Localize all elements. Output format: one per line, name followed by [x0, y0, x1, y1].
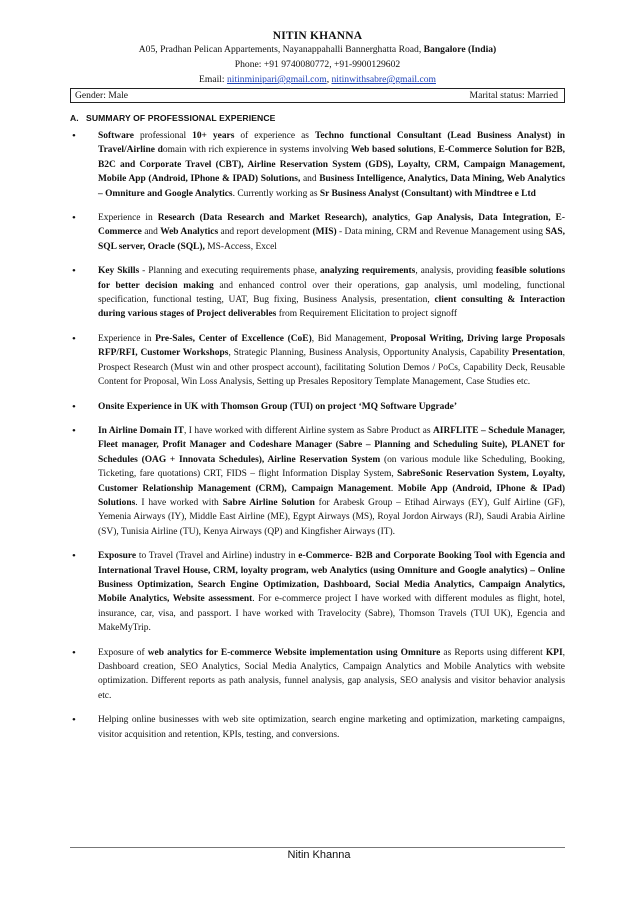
bullet-text-bold: Web based solutions — [351, 145, 434, 156]
bullet-text: and — [141, 227, 161, 238]
resume-page — [70, 0, 565, 752]
bullet-text-bold: e-Commerce- B2B and Corporate Booking Tool with Egencia and International Travel House, CRM, loyalty program, web Analytics (using Omniture and Google analytics) – Online Business Optimization, Search Engine Optimization, Dashboard, Social Media Analytics, Campaign Analytics, Mobile Analytics, Website assessment — [98, 551, 566, 605]
bullet-text-bold: analyzing requirements — [319, 266, 416, 277]
bullet-text: of experience as — [234, 131, 315, 141]
bullet-text-bold: Pre-Sales, Center of Excellence (CoE) — [155, 333, 312, 344]
bullet-text: Helping online businesses with web site optimization, search engine marketing and optimization, marketing campaigns, visitor acquisition and retention, KPIs, testing, and conversions. — [98, 715, 565, 740]
bullet-text: , I have worked with different Airline system as Sabre Product as — [183, 425, 433, 436]
experience-bullet — [70, 400, 565, 414]
bullet-text: . — [390, 483, 398, 494]
experience-bullet — [70, 264, 565, 322]
bullet-text: MS-Access, Excel — [204, 241, 277, 252]
bullet-text-bold: client consulting & Interaction during various stages of Project deliverables — [98, 295, 565, 320]
bullet-text-bold: Key Skills — [98, 266, 140, 277]
address-line — [70, 42, 565, 57]
bullet-text: Experience in — [98, 333, 156, 344]
bullet-text-bold: Web Analytics — [160, 227, 219, 238]
bullet-text: . I have worked with — [135, 497, 223, 508]
bullet-text: Experience in — [98, 213, 158, 224]
bullet-text: - Planning and executing requirements phase, — [139, 266, 320, 277]
bullet-text-bold: feasible solutions for better decision making — [98, 266, 566, 291]
email-link-2[interactable]: nitinwithsabre@gmail.com — [331, 74, 436, 85]
marital-status-field: Marital status: Married — [469, 90, 558, 101]
bullet-text: , Prospect Research (Must win and other prospect account), facilitating Solution Demos / PoCs, Capability Deck, Reusable Content for Proposal, Win Loss Analysis, Setting up Presales Repository Template Management, Case Studies etc. — [98, 348, 565, 388]
bullet-text: - Data mining, CRM and Revenue Management using — [336, 227, 546, 238]
personal-info-box — [70, 88, 565, 103]
bullet-text-bold: SAS, SQL server, Oracle (SQL), — [98, 227, 565, 252]
bullet-text-bold: Gap Analysis, Data Integration, E-Commerce — [98, 213, 565, 238]
experience-bullet — [70, 211, 565, 254]
bullet-text: , Bid Management, — [311, 333, 391, 344]
email-line — [70, 72, 565, 87]
bullet-text: omain with rich expierence in systems involving — [162, 145, 352, 156]
experience-bullet — [70, 713, 565, 742]
email-label: Email: — [199, 74, 227, 85]
bullet-text: and report development — [218, 227, 313, 238]
bullet-text: to Travel (Travel and Airline) industry in — [136, 551, 299, 562]
bullet-text-bold: SabreSonic Reservation System, Loyalty, Customer Relationship Management (CRM), Campaign Management — [98, 469, 565, 494]
section-number: A. — [70, 113, 79, 123]
bullet-text-bold: KPI — [545, 647, 563, 658]
bullet-text-bold: Sabre Airline Solution — [222, 497, 315, 508]
candidate-name: NITIN KHANNA — [272, 30, 363, 42]
email-separator: , — [326, 74, 332, 85]
bullet-text: as Reports using different — [440, 647, 546, 658]
bullet-text-bold: Techno functional Consultant (Lead Business Analyst) in Travel/Airline d — [98, 131, 565, 156]
bullet-text: from Requirement Elicitation to project signoff — [276, 309, 458, 320]
section-title: SUMMARY OF PROFESSIONAL EXPERIENCE — [86, 113, 276, 123]
bullet-text-bold: 10+ years — [192, 131, 235, 141]
bullet-text: , — [433, 145, 439, 156]
footer-name: Nitin Khanna — [287, 849, 351, 861]
experience-bullet-list — [70, 129, 565, 742]
footer-divider — [70, 847, 565, 848]
bullet-text: (on various module like Scheduling, Booking, Ticketing, fare quotations) CRT, FIDS – flight Information Display System, — [98, 454, 565, 480]
bullet-text-bold: web analytics for E-commerce Website implementation using Omniture — [147, 647, 441, 658]
bullet-text-bold: Business Intelligence, Analytics, Data Mining, Web Analytics – Omniture and Google Analytics — [98, 174, 565, 199]
bullet-text-bold: Presentation — [511, 348, 563, 359]
experience-bullet — [70, 332, 565, 390]
address-street: A05, Pradhan Pelican Appartements, Nayanappahalli Bannerghatta Road, — [138, 44, 424, 55]
bullet-text-bold: E-Commerce Solution for B2B, B2C and Corporate Travel (CBT), Airline Reservation System (GDS), Loyalty, CRM, Campaign Management, Mobile App (Android, IPhone & IPAD) Solutions, — [98, 145, 565, 185]
gender-field: Gender: Male — [75, 90, 129, 101]
bullet-text-bold: Onsite Experience in UK with Thomson Group (TUI) on project ‘MQ Software Upgrade’ — [98, 401, 457, 412]
bullet-text: , Dashboard creation, SEO Analytics, Social Media Analytics, Campaign Analytics and Mobile Analytics with website optimization. Different reports as path analysis, funnel analysis, gap analysis, SEO analysis and visitor behavior analysis etc. — [98, 647, 565, 701]
bullet-text: , analysis, providing — [415, 266, 497, 277]
experience-bullet — [70, 424, 565, 539]
experience-bullet — [70, 646, 565, 704]
bullet-text-bold: AIRFLITE – Schedule Manager, Fleet manager, Profit Manager and Codeshare Manager (Sabre – Planning and Scheduling Suite), PLANET for Schedules (OAG + Innovata Schedules), Airline Reservation System — [98, 425, 565, 465]
bullet-text-bold: Exposure — [98, 551, 137, 562]
section-heading — [70, 113, 565, 123]
bullet-text: for Arabesk Group – Etihad Airways (EY), Gulf Airline (GF), Yemenia Airways (IY), Middle East Airline (ME), Egypt Airways (MS), Royal Jordon Airways (RJ), Saudi Arabia Airline (SV), Tunisia Airline (TU), Kenya Airways (QP) and Kingfisher Airways (IT). — [98, 497, 566, 537]
bullet-text-bold: Software — [98, 131, 134, 141]
experience-bullet — [70, 129, 565, 201]
bullet-text: . For e-commerce project I have worked with different modules as flight, hotel, insurance, car, visa, and passport. I have worked with Travelocity (Sabre), Thomson Travels (TUI UK), Egencia and MakeMyTrip. — [98, 594, 565, 634]
bullet-text: , Strategic Planning, Business Analysis, Opportunity Analysis, Capability — [228, 348, 512, 359]
bullet-text: and — [300, 174, 320, 185]
phone-line: Phone: +91 9740080772, +91-9900129602 — [234, 59, 401, 70]
bullet-text-bold: (MIS) — [312, 227, 337, 238]
address-city: Bangalore (India) — [423, 44, 497, 55]
bullet-text: and enhanced control over their operations, gap analysis, uml modeling, functional specification, functional testing, UAT, Bug fixing, Business Analysis, presentation, — [98, 280, 565, 306]
bullet-text-bold: Proposal Writing, Driving large Proposals RFP/RFI, Customer Workshops — [98, 333, 565, 359]
bullet-text-bold: Sr Business Analyst (Consultant) with Mindtree e Ltd — [319, 188, 536, 199]
experience-bullet — [70, 549, 565, 635]
bullet-text: professional — [134, 131, 193, 141]
bullet-text: . Currently working as — [232, 188, 320, 199]
bullet-text-bold: Mobile App (Android, IPhone & IPad) Solutions — [98, 483, 566, 508]
bullet-text: , — [407, 213, 416, 224]
bullet-text: Exposure of — [98, 647, 148, 658]
bullet-text-bold: Research (Data Research and Market Research), analytics — [157, 213, 408, 224]
email-link-1[interactable]: nitinminipari@gmail.com — [226, 74, 327, 85]
bullet-text-bold: In Airline Domain IT — [98, 425, 184, 436]
